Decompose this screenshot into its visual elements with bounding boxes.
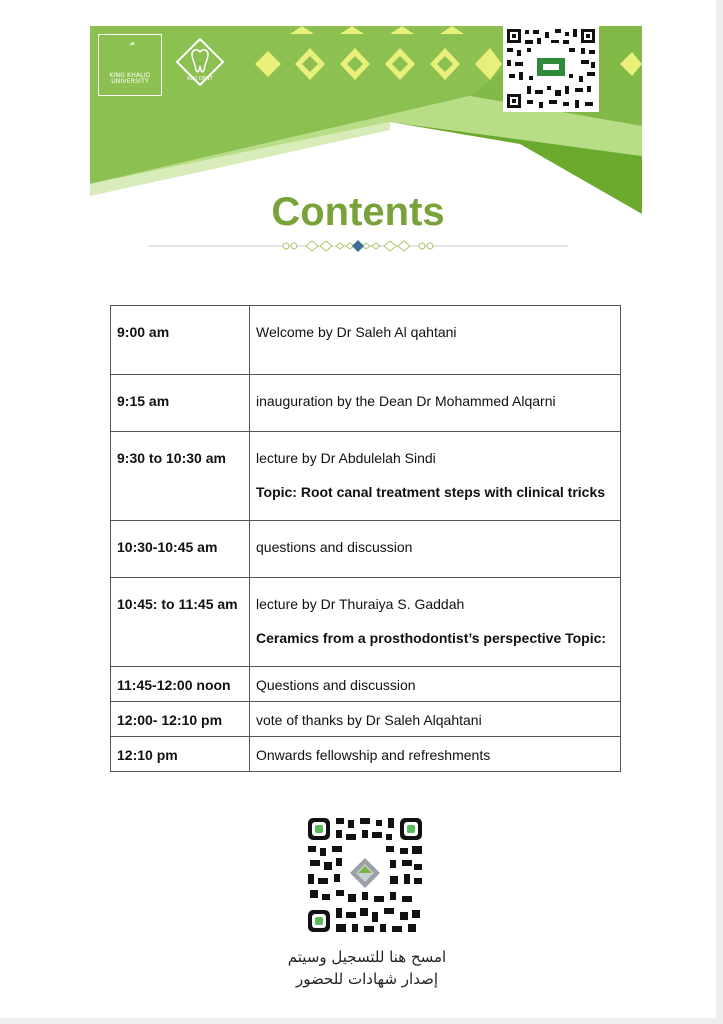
description-cell: lecture by Dr Thuraiya S. Gaddah Ceramics from a prosthodontist’s perspective Topic:: [250, 578, 621, 667]
table-row: [111, 667, 621, 702]
table-row: [111, 375, 621, 432]
table-row: [111, 306, 621, 375]
registration-line-1: امسح هنا للتسجيل وسيتم: [287, 948, 447, 966]
description-cell: inauguration by the Dean Dr Mohammed Alqarni: [250, 375, 621, 432]
time-cell: 10:45: to 11:45 am: [111, 578, 250, 667]
description-cell: questions and discussion: [250, 521, 621, 578]
university-logo: [98, 34, 162, 96]
university-emblem-icon: [99, 43, 161, 67]
time-cell: 11:45-12:00 noon: [111, 667, 250, 702]
table-row: [111, 432, 621, 521]
table-row: [111, 521, 621, 578]
qr-code-icon[interactable]: [306, 816, 424, 934]
time-cell: 10:30-10:45 am: [111, 521, 250, 578]
description-cell: lecture by Dr Abdulelah Sindi Topic: Root canal treatment steps with clinical tricks: [250, 432, 621, 521]
time-cell: 9:15 am: [111, 375, 250, 432]
table-row: [111, 702, 621, 737]
table-row: [111, 578, 621, 667]
university-logo-text: KING KHALID UNIVERSITY: [109, 72, 151, 85]
description-cell: Questions and discussion: [250, 667, 621, 702]
time-cell: 9:30 to 10:30 am: [111, 432, 250, 521]
topic-text: Topic: Root canal treatment steps with clinical tricks: [256, 484, 606, 500]
table-row: [111, 737, 621, 772]
description-cell: Onwards fellowship and refreshments: [250, 737, 621, 772]
topic-text: Ceramics from a prosthodontist’s perspective Topic:: [256, 630, 607, 646]
description-cell: Welcome by Dr Saleh Al qahtani: [250, 306, 621, 375]
ornamental-divider: [148, 238, 568, 254]
dental-logo-text: KKU DENT: [187, 76, 213, 82]
registration-line-2: إصدار شهادات للحضور: [296, 970, 438, 988]
schedule-table: [110, 305, 621, 772]
time-cell: 12:10 pm: [111, 737, 250, 772]
time-cell: 9:00 am: [111, 306, 250, 375]
qr-code-icon: [503, 26, 599, 112]
time-cell: 12:00- 12:10 pm: [111, 702, 250, 737]
description-cell: vote of thanks by Dr Saleh Alqahtani: [250, 702, 621, 737]
tooth-icon: [176, 38, 224, 86]
page-title: Contents: [271, 190, 445, 234]
registration-instructions: [262, 946, 472, 990]
